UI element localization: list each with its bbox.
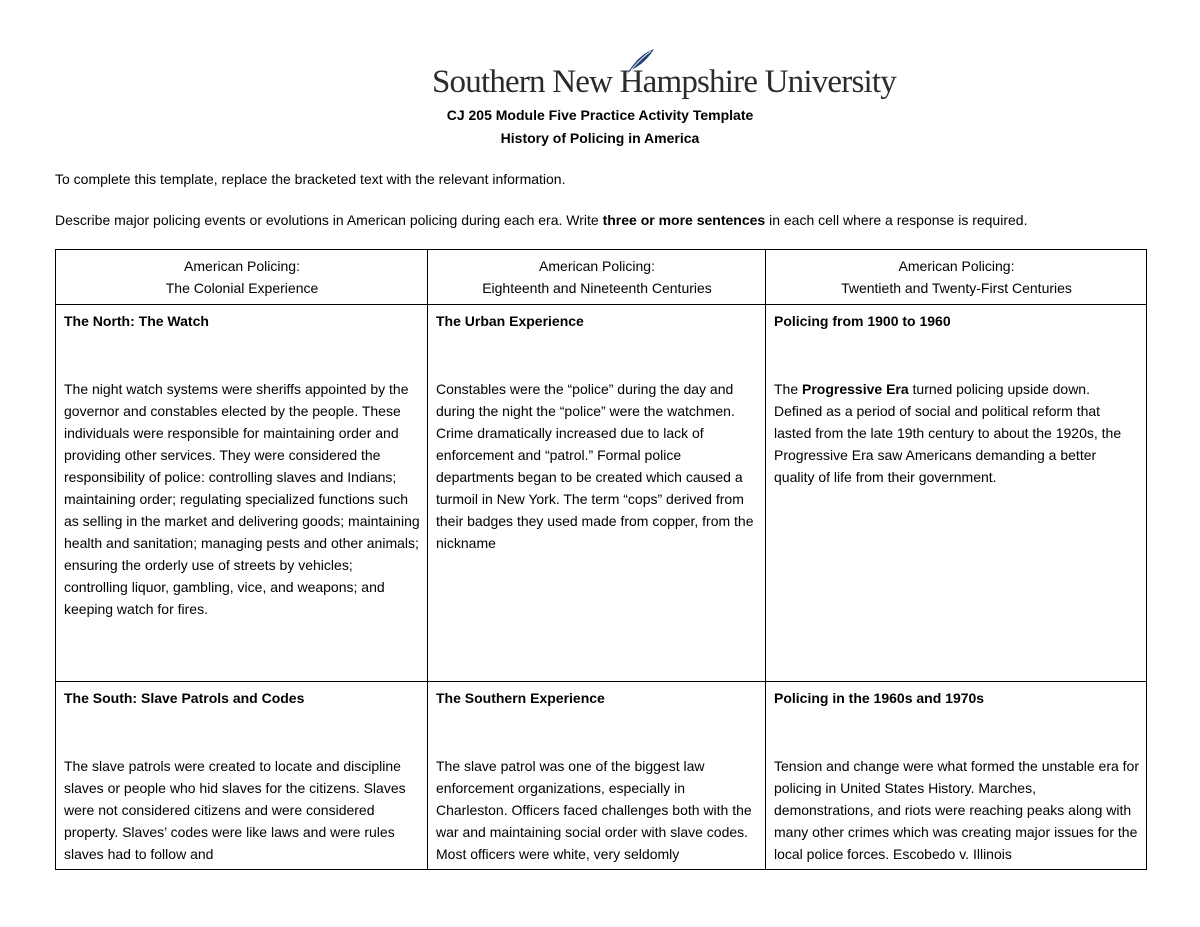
- cell-title: The North: The Watch: [64, 313, 209, 329]
- response-cell[interactable]: [428, 305, 766, 682]
- instruction-text-pre: Describe major policing events or evolutions in American policing during each era. Write: [55, 212, 603, 228]
- cell-response-text: [774, 378, 1139, 488]
- response-cell[interactable]: [766, 305, 1147, 682]
- column-header-era: Eighteenth and Nineteenth Centuries: [482, 280, 712, 296]
- column-header-line: American Policing:: [539, 258, 655, 274]
- column-header-colonial: [56, 250, 428, 305]
- response-cell[interactable]: [766, 682, 1147, 870]
- cell-response-text: The slave patrols were created to locate and discipline slaves or people who hid slaves for the citizens. Slaves were not considered citizens and were considered property. Slaves’ codes were like laws and were rules slaves had to follow and: [64, 758, 406, 862]
- cell-title: The Urban Experience: [436, 313, 584, 329]
- column-header-line: American Policing:: [898, 258, 1015, 274]
- response-cell[interactable]: [428, 682, 766, 870]
- instruction-line-2: [55, 212, 1027, 228]
- cell-title: The Southern Experience: [436, 690, 605, 706]
- quill-icon: [625, 48, 655, 76]
- response-cell[interactable]: [56, 682, 428, 870]
- cell-response-text: Constables were the “police” during the day and during the night the “police” were the watchmen. Crime dramatically increased due to lack of enforcement and “patrol.” Formal police departments began to be created which caused a turmoil in New York. The term “cops” derived from their badges they used made from copper, from the nickname: [436, 381, 754, 551]
- cell-title: Policing from 1900 to 1960: [774, 313, 951, 329]
- page-subtitle: History of Policing in America: [500, 130, 700, 146]
- course-title: CJ 205 Module Five Practice Activity Template: [446, 107, 754, 123]
- cell-text-emphasis: Progressive Era: [802, 381, 909, 397]
- cell-text-post: turned policing upside down. Defined as a period of social and political reform that lasted from the late 19th century to about the 1920s, the Progressive Era saw Americans demanding a better quality of life from their government.: [774, 381, 1122, 485]
- column-header-era: The Colonial Experience: [165, 280, 319, 296]
- university-name: Southern New Hampshire University: [432, 64, 896, 100]
- response-cell[interactable]: [56, 305, 428, 682]
- cell-response-text: Tension and change were what formed the unstable era for policing in United States History. Marches, demonstrations, and riots were reaching peaks along with many other crimes which was creating major issues for the local police forces. Escobedo v. Illinois: [774, 758, 1140, 862]
- instruction-emphasis: three or more sentences: [602, 212, 766, 228]
- table-row: [56, 682, 1147, 870]
- university-logo: [0, 52, 1200, 104]
- table-row: [56, 305, 1147, 682]
- policing-history-table: [55, 249, 1147, 870]
- cell-title: Policing in the 1960s and 1970s: [774, 690, 985, 706]
- cell-response-text: The slave patrol was one of the biggest law enforcement organizations, especially in Charleston. Officers faced challenges both with the war and maintaining social order with slave codes. Most officers were white, very seldomly: [436, 758, 752, 862]
- column-header-line: American Policing:: [184, 258, 300, 274]
- column-header-20th-21st: [766, 250, 1147, 305]
- instruction-text-post: in each cell where a response is required.: [765, 212, 1028, 228]
- column-header-18th-19th: [428, 250, 766, 305]
- cell-text-pre: The: [774, 381, 803, 397]
- instruction-line-1: To complete this template, replace the bracketed text with the relevant information.: [55, 171, 566, 187]
- cell-title: The South: Slave Patrols and Codes: [64, 690, 305, 706]
- table-header-row: [56, 250, 1147, 305]
- cell-response-text: The night watch systems were sheriffs appointed by the governor and constables elected by the people. These individuals were responsible for maintaining order and providing other services. They were considered the responsibility of police: controlling slaves and Indians; maintaining order; regulating specialized functions such as selling in the market and delivering goods; maintaining health and sanitation; managing pests and other animals; ensuring the orderly use of streets by vehicles; controlling liquor, gambling, vice, and weapons; and keeping watch for fires.: [64, 381, 420, 617]
- column-header-era: Twentieth and Twenty-First Centuries: [841, 280, 1072, 296]
